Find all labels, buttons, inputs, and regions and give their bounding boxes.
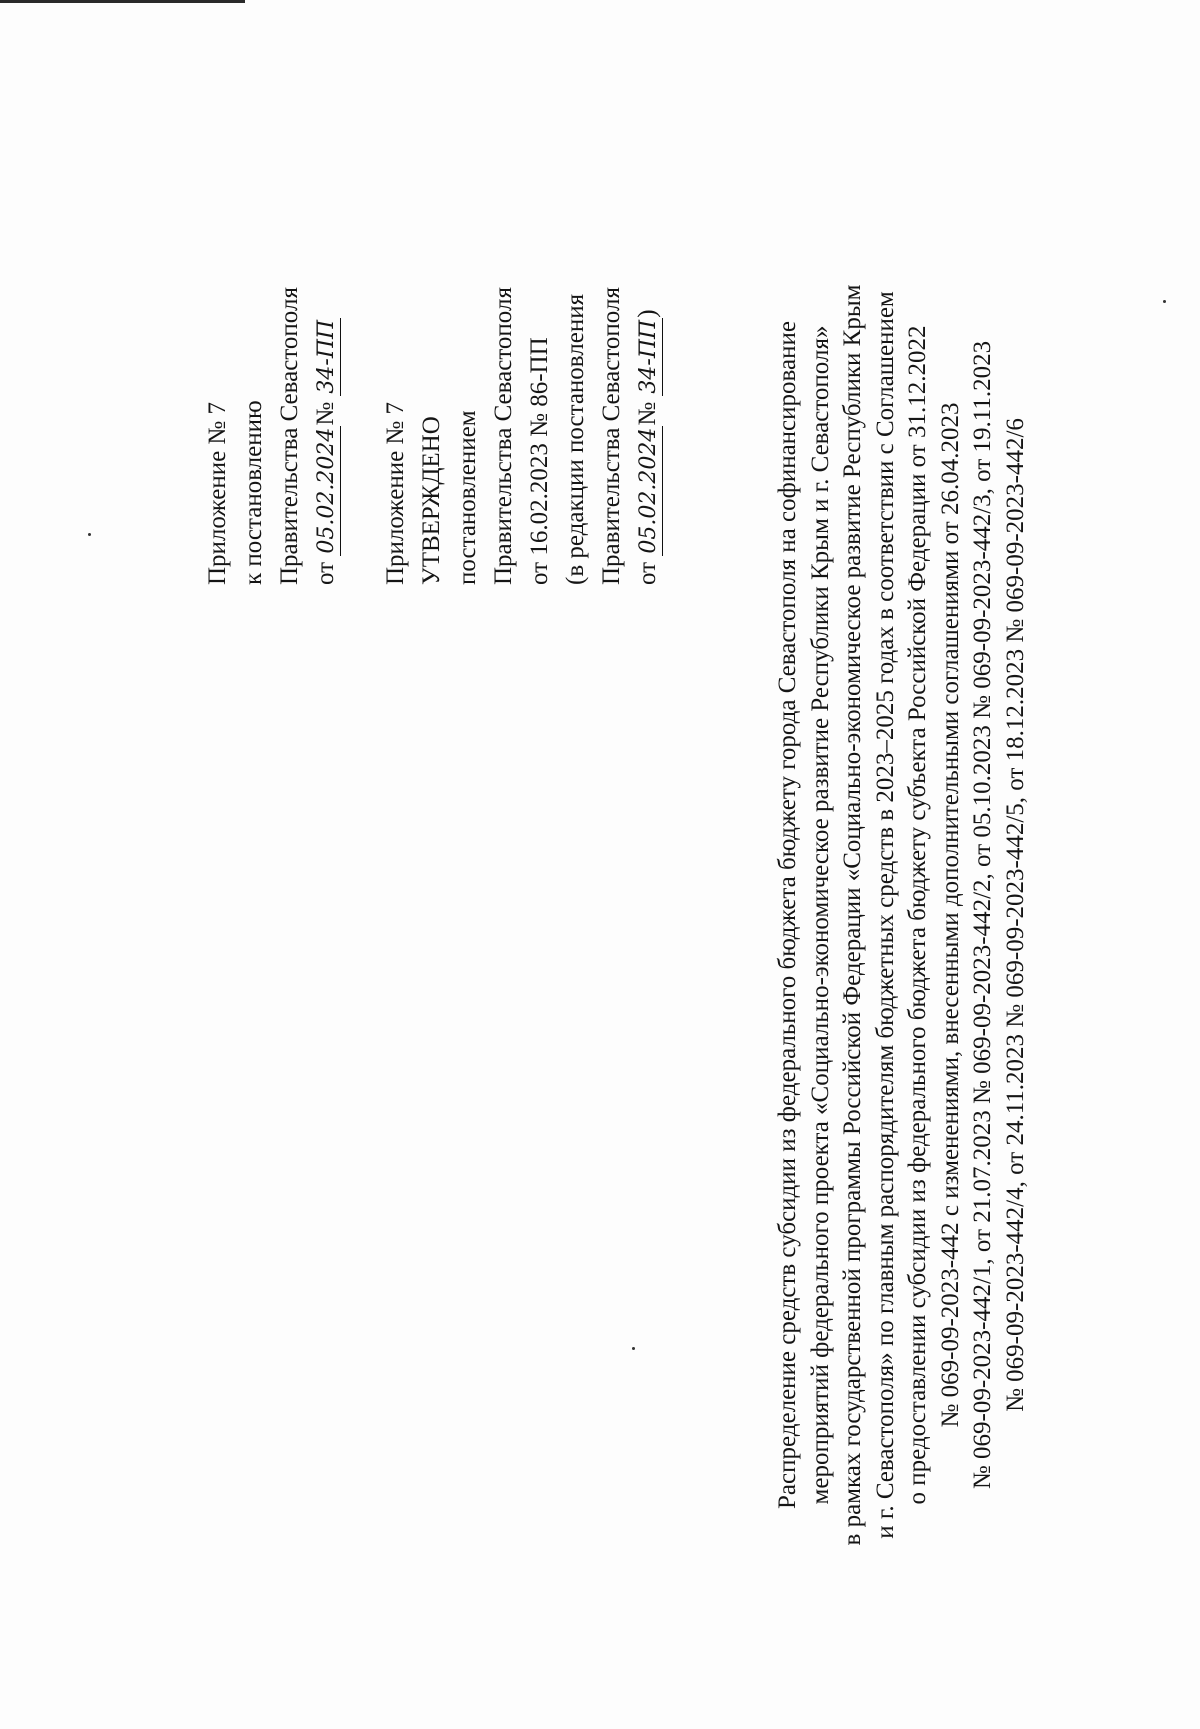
title-line: и г. Севастополя» по главным распорядителям бюджетных средств в 2023–2025 годах в соответствии с Соглашением (871, 291, 899, 1539)
title-line: о предоставлении субсидии из федерального бюджета бюджету субъекта Российской Федерации от 31.12.2022 (904, 325, 931, 1505)
amendment-date-line (630, 287, 666, 585)
number-prefix: № (312, 401, 339, 426)
scan-speck (88, 533, 91, 536)
title-line: № 069-09-2023-442/1, от 21.07.2023 № 069-09-2023-442/2, от 05.10.2023 № 069-09-2023-442/3, от 19.11.2023 (969, 340, 996, 1490)
rotated-page (200, 100, 1200, 1660)
handwritten-number: 34-ПП (636, 319, 661, 394)
scan-edge-mark (0, 0, 245, 3)
amended-note: (в редакции постановления (562, 293, 589, 585)
closing-paren: ) (634, 309, 661, 318)
date-prefix: от (312, 561, 339, 585)
date-prefix: от (634, 561, 661, 585)
approval-header (378, 287, 666, 585)
government-name: Правительства Севастополя (598, 287, 625, 585)
handwritten-number: 34-ПП (314, 319, 339, 394)
title-line: № 069-09-2023-442 с изменениями, внесенными дополнительными соглашениями от 26.04.2023 (936, 402, 964, 1428)
appendix-to-resolution: к постановлению (240, 400, 267, 585)
original-resolution: от 16.02.2023 № 86-ПП (526, 337, 553, 585)
government-name: Правительства Севастополя (276, 287, 303, 585)
document-title (772, 170, 1032, 1660)
title-line: в рамках государственной программы Российской Федерации «Социально-экономическое развитие Республики Крым (839, 284, 866, 1546)
government-name: Правительства Севастополя (490, 287, 517, 585)
appendix-number: Приложение № 7 (204, 401, 231, 585)
appendix-header (200, 287, 344, 585)
appendix-number: Приложение № 7 (382, 401, 409, 585)
resolution-date-line (308, 287, 344, 585)
handwritten-date: 05.02.2024 (636, 427, 661, 554)
by-resolution: постановлением (454, 410, 481, 585)
number-prefix: № (634, 401, 661, 426)
title-line: Распределение средств субсидии из федерального бюджета бюджету города Севастополя на софинансирование (774, 321, 801, 1509)
title-line: мероприятий федерального проекта «Социально-экономическое развитие Республики Крым и г. Севастополя» (806, 325, 834, 1505)
approved-label: УТВЕРЖДЕНО (418, 416, 445, 585)
title-line: № 069-09-2023-442/4, от 24.11.2023 № 069-09-2023-442/5, от 18.12.2023 № 069-09-2023-442/6 (1001, 418, 1029, 1412)
handwritten-date: 05.02.2024 (314, 427, 339, 554)
